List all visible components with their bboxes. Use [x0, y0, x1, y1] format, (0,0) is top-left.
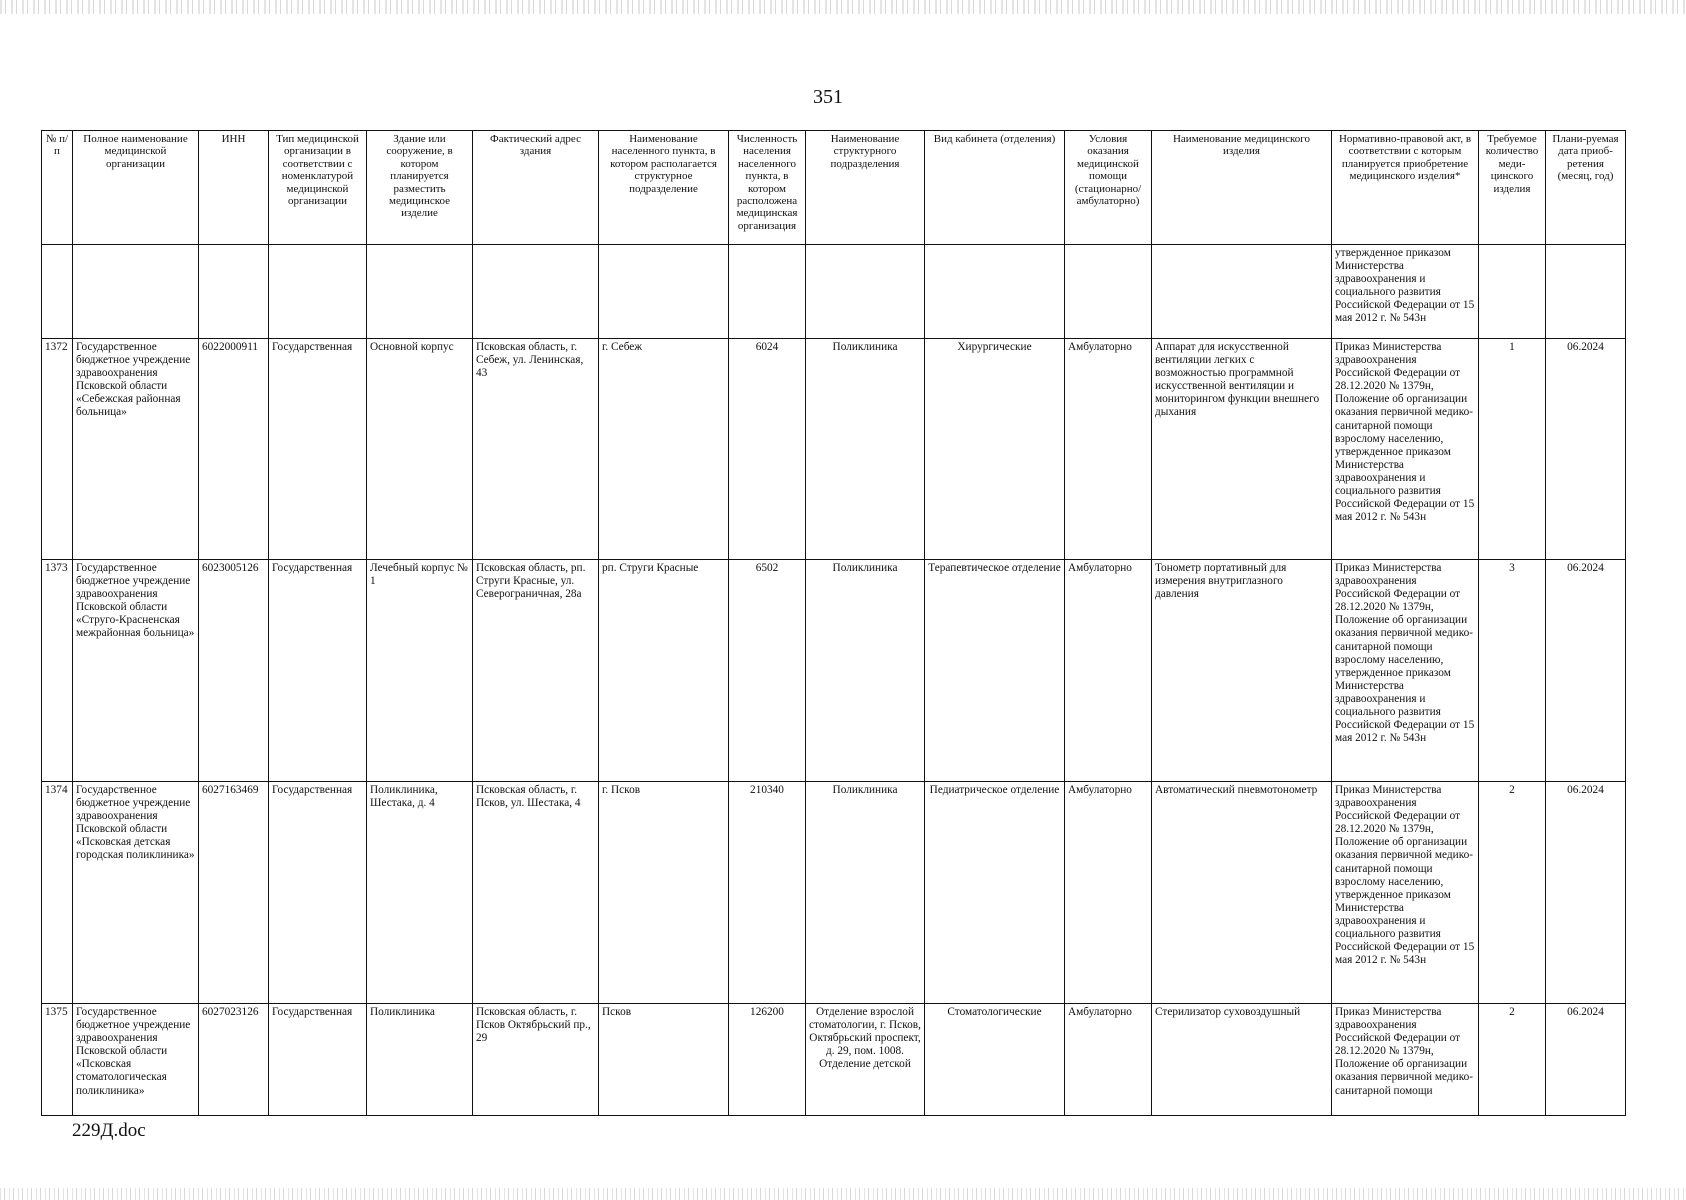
column-header: Полное наименование медицинской организации: [73, 131, 199, 245]
column-header: Здание или сооружение, в котором планируется разместить медицинское изделие: [367, 131, 473, 245]
column-header: Наименование населенного пункта, в котором располагается структурное подразделение: [599, 131, 729, 245]
inn-cell: 6027163469: [199, 782, 269, 1004]
date-cell: 06.2024: [1546, 560, 1626, 782]
unit-cell: Поликлиника: [806, 782, 925, 1004]
unit-cell: Отделение взрослой стоматологии, г. Псков, Октябрьский проспект, д. 29, пом. 1008. Отделение детской: [806, 1004, 925, 1116]
org-name-cell: Государственное бюджетное учреждение здравоохранения Псковской области «Псковская детская городская поликлиника»: [73, 782, 199, 1004]
device-cell: Тонометр портативный для измерения внутриглазного давления: [1152, 560, 1332, 782]
address-cell: Псковская область, рп. Струги Красные, ул. Северограничная, 28а: [473, 560, 599, 782]
quantity-cell: 2: [1479, 1004, 1546, 1116]
act-cell: Приказ Министерства здравоохранения Российской Федерации от 28.12.2020 № 1379н, Положение об организации оказания первичной медико-санитарной помощи взрослому населению, утвержденное приказом Министерства здравоохранения и социального развития Российской Федерации от 15 мая 2012 г. № 543н: [1332, 782, 1479, 1004]
scan-edge-bottom: [0, 1188, 1686, 1200]
quantity-cell: 3: [1479, 560, 1546, 782]
column-header: Наименование медицинского изделия: [1152, 131, 1332, 245]
cabinet-cell: Хирургические: [925, 339, 1065, 560]
conditions-cell: Амбулаторно: [1065, 782, 1152, 1004]
inn-cell: 6023005126: [199, 560, 269, 782]
continuation-row: [42, 245, 1626, 339]
building-cell: Лечебный корпус № 1: [367, 560, 473, 782]
table-row: [42, 1004, 1626, 1116]
org-type-cell: Государственная: [269, 782, 367, 1004]
conditions-cell: Амбулаторно: [1065, 1004, 1152, 1116]
unit-cell: Поликлиника: [806, 339, 925, 560]
address-cell: Псковская область, г. Себеж, ул. Ленинская, 43: [473, 339, 599, 560]
address-cell: Псковская область, г. Псков Октябрьский пр., 29: [473, 1004, 599, 1116]
conditions-cell: Амбулаторно: [1065, 339, 1152, 560]
date-cell: 06.2024: [1546, 782, 1626, 1004]
table-header-row: [42, 131, 1626, 245]
column-header: Плани-руемая дата приоб-ретения (месяц, год): [1546, 131, 1626, 245]
building-cell: Основной корпус: [367, 339, 473, 560]
medical-equipment-table: [41, 130, 1626, 1116]
date-cell: 06.2024: [1546, 1004, 1626, 1116]
conditions-cell: Амбулаторно: [1065, 560, 1152, 782]
unit-cell: Поликлиника: [806, 560, 925, 782]
device-cell: Стерилизатор суховоздушный: [1152, 1004, 1332, 1116]
org-type-cell: Государственная: [269, 560, 367, 782]
population-cell: 210340: [729, 782, 806, 1004]
address-cell: Псковская область, г. Псков, ул. Шестака, 4: [473, 782, 599, 1004]
row-number: 1372: [42, 339, 73, 560]
org-name-cell: Государственное бюджетное учреждение здравоохранения Псковской области «Струго-Красненская межрайонная больница»: [73, 560, 199, 782]
inn-cell: 6022000911: [199, 339, 269, 560]
cabinet-cell: Педиатрическое отделение: [925, 782, 1065, 1004]
settlement-cell: г. Псков: [599, 782, 729, 1004]
table-row: [42, 560, 1626, 782]
table-row: [42, 782, 1626, 1004]
settlement-cell: г. Себеж: [599, 339, 729, 560]
device-cell: Автоматический пневмотонометр: [1152, 782, 1332, 1004]
org-name-cell: Государственное бюджетное учреждение здравоохранения Псковской области «Псковская стоматологическая поликлиника»: [73, 1004, 199, 1116]
building-cell: Поликлиника, Шестака, д. 4: [367, 782, 473, 1004]
column-header: Нормативно-правовой акт, в соответствии с которым планируется приобретение медицинского изделия*: [1332, 131, 1479, 245]
column-header: ИНН: [199, 131, 269, 245]
footer-filename: 229Д.doc: [72, 1120, 146, 1141]
population-cell: 6024: [729, 339, 806, 560]
org-name-cell: Государственное бюджетное учреждение здравоохранения Псковской области «Себежская районная больница»: [73, 339, 199, 560]
table-row: [42, 339, 1626, 560]
population-cell: 126200: [729, 1004, 806, 1116]
column-header: Требуемое количество меди-цинского изделия: [1479, 131, 1546, 245]
continuation-act-cell: утвержденное приказом Министерства здравоохранения и социального развития Российской Федерации от 15 мая 2012 г. № 543н: [1332, 245, 1479, 339]
device-cell: Аппарат для искусственной вентиляции легких с возможностью программной искусственной вентиляции и мониторингом функции внешнего дыхания: [1152, 339, 1332, 560]
scan-edge-top: [0, 0, 1686, 14]
row-number: 1374: [42, 782, 73, 1004]
act-cell: Приказ Министерства здравоохранения Российской Федерации от 28.12.2020 № 1379н, Положение об организации оказания первичной медико-санитарной помощи взрослому населению, утвержденное приказом Министерства здравоохранения и социального развития Российской Федерации от 15 мая 2012 г. № 543н: [1332, 560, 1479, 782]
settlement-cell: рп. Струги Красные: [599, 560, 729, 782]
column-header: Фактический адрес здания: [473, 131, 599, 245]
inn-cell: 6027023126: [199, 1004, 269, 1116]
column-header: Условия оказания медицинской помощи (стационарно/ амбулаторно): [1065, 131, 1152, 245]
cabinet-cell: Стоматологические: [925, 1004, 1065, 1116]
date-cell: 06.2024: [1546, 339, 1626, 560]
building-cell: Поликлиника: [367, 1004, 473, 1116]
column-header: Вид кабинета (отделения): [925, 131, 1065, 245]
population-cell: 6502: [729, 560, 806, 782]
page-number: 351: [813, 86, 843, 108]
column-header: № п/п: [42, 131, 73, 245]
org-type-cell: Государственная: [269, 1004, 367, 1116]
column-header: Тип медицинской организации в соответствии с номенклатурой медицинской организации: [269, 131, 367, 245]
quantity-cell: 1: [1479, 339, 1546, 560]
quantity-cell: 2: [1479, 782, 1546, 1004]
act-cell: Приказ Министерства здравоохранения Российской Федерации от 28.12.2020 № 1379н, Положение об организации оказания первичной медико-санитарной помощи взрослому населению, утвержденное приказом Министерства здравоохранения и социального развития Российской Федерации от 15 мая 2012 г. № 543н: [1332, 339, 1479, 560]
column-header: Наименование структурного подразделения: [806, 131, 925, 245]
column-header: Численность населения населенного пункта, в котором расположена медицинская организация: [729, 131, 806, 245]
settlement-cell: Псков: [599, 1004, 729, 1116]
act-cell: Приказ Министерства здравоохранения Российской Федерации от 28.12.2020 № 1379н, Положение об организации оказания первичной медико-санитарной помощи: [1332, 1004, 1479, 1116]
org-type-cell: Государственная: [269, 339, 367, 560]
row-number: 1373: [42, 560, 73, 782]
cabinet-cell: Терапевтическое отделение: [925, 560, 1065, 782]
row-number: 1375: [42, 1004, 73, 1116]
